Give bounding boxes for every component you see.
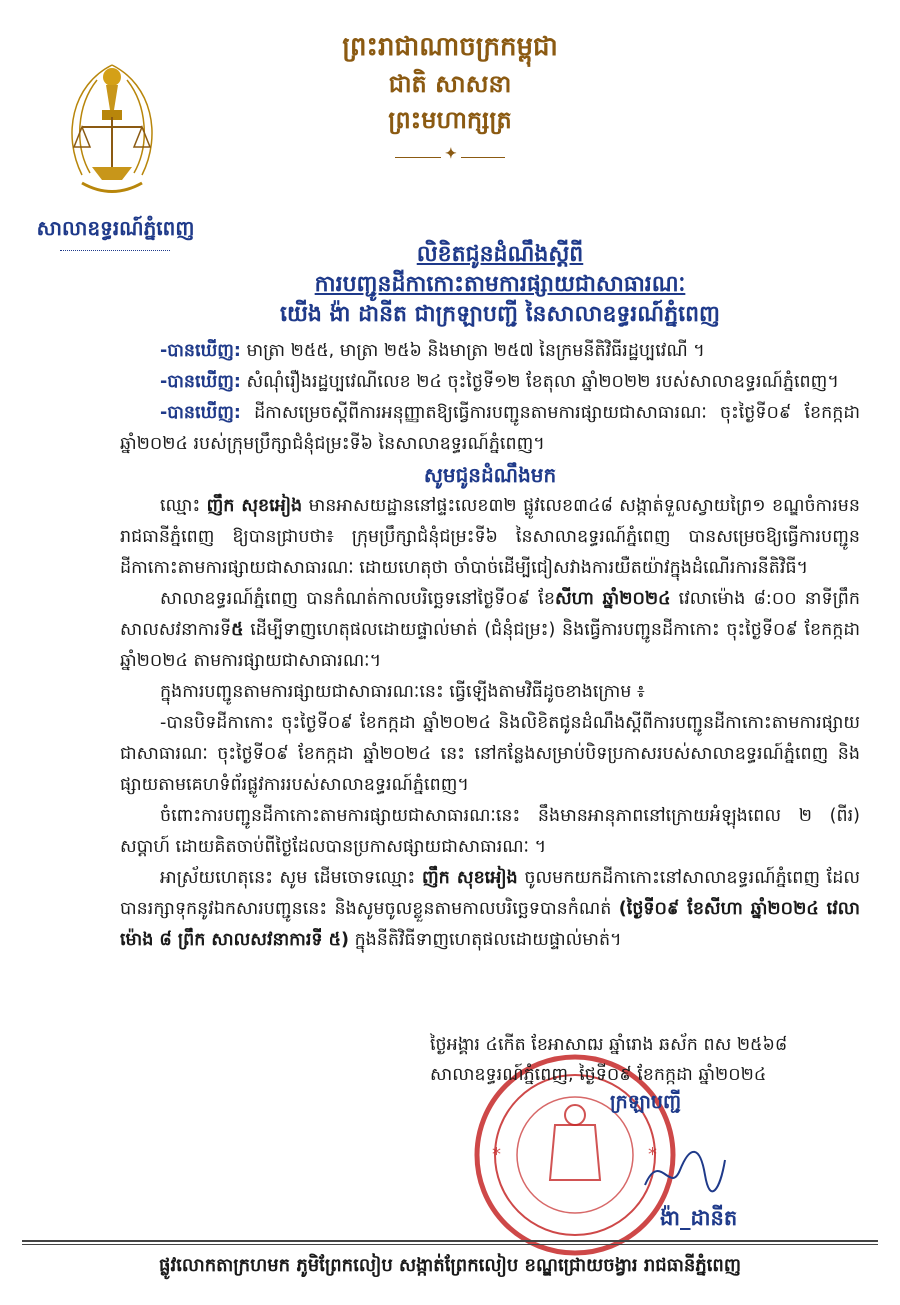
kingdom-line2: ជាតិ សាសនា ព្រះមហាក្សត្រ [388, 69, 512, 134]
notice-heading: សូមជូនដំណឹងមក [423, 463, 557, 487]
footer-address: ផ្លូវលោកតាក្រហមក ភូមិព្រែកលៀប សង្កាត់ព្រែកលៀប ខណ្ឌជ្រោយចង្វារ រាជធានីភ្នំពេញ [159, 1255, 741, 1276]
ornament-divider [395, 152, 505, 162]
lunar-date: ថ្ងៃអង្គារ ៤កើត ខែអាសាឍ ឆ្នាំរោង ឆស័ក ពស ២៥៦៨ [430, 1035, 788, 1055]
paragraph-6: អាស្រ័យហេតុនេះ សូម ដើមចោទឈ្មោះ ញឹក សុខអៀង ចូលមកយកដីកាកោះនៅសាលាឧទ្ធរណ៍ភ្នំពេញ ដែលបានរក្សាទុកនូវឯកសារបញ្ជូននេះ និងសូមចូលខ្លួនតាមកាលបរិច្ឆេទបានកំណត់ (ថ្ងៃទី០៩ ខែសីហា ឆ្នាំ២០២៤ វេលាម៉ោង ៨ ព្រឹក សាលសវនាការទី ៥) ក្នុងនីតិវិធីទាញហេតុផលដោយផ្ទាល់មាត់។ [120, 868, 860, 950]
svg-text:*: * [492, 1144, 501, 1165]
divider [60, 250, 170, 251]
kingdom-line1: ព្រះរាជាណាចក្រកម្ពុជា [342, 32, 558, 62]
svg-text:*: * [648, 1144, 657, 1165]
solar-date: សាលាឧទ្ធរណ៍ភ្នំពេញ, ថ្ងៃទី០៩ ខែកក្កដា ឆ្នាំ២០២៤ [430, 1065, 767, 1085]
paragraph-3: ក្នុងការបញ្ជូនតាមការផ្សាយជាសាធារណៈនេះ ធ្វើឡើងតាមវិធីដូចខាងក្រោម ៖ [160, 682, 645, 702]
footer-divider [22, 1244, 878, 1245]
paragraph-1: ឈ្មោះ ញឹក សុខអៀង មានអាសយដ្ឋាននៅផ្ទះលេខ៣២ ផ្លូវលេខ៣៤៨ សង្កាត់ទួលស្វាយព្រៃ១ ខណ្ឌចំការមន រាជធានីភ្នំពេញ ឱ្យបានជ្រាបថា៖ ក្រុមប្រឹក្សាជំនុំជម្រះទី៦ នៃសាលាឧទ្ធរណ៍ភ្នំពេញ បានសម្រេចឱ្យធ្វើការបញ្ជូនដីកាកោះតាមការផ្សាយជាសាធារណៈ ដោយហេតុថា ចាំបាច់ដើម្បីជៀសវាងការយឺតយ៉ាវក្នុងដំណើរការនីតិវិធី។ [120, 496, 860, 578]
document-subtitle: ការបញ្ជូនដីកាកោះតាមការផ្សាយជាសាធារណៈ [314, 272, 686, 297]
issuer-line: យើង ង៉ា ដានីត ជាក្រឡាបញ្ជី នៃសាលាឧទ្ធរណ៍ភ្នំពេញ [279, 302, 721, 327]
paragraph-4: -បានបិទដីកាកោះ ចុះថ្ងៃទី០៩ ខែកក្កដា ឆ្នាំ២០២៤ និងលិខិតជូនដំណឹងស្តីពីការបញ្ជូនដីកាកោះតាមការផ្សាយជាសាធារណៈ ចុះថ្ងៃទី០៩ ខែកក្កដា ឆ្នាំ២០២៤ នេះ នៅកន្លែងសម្រាប់បិទប្រកាសរបស់សាលាឧទ្ធរណ៍ភ្នំពេញ និងផ្សាយតាមគេហទំព័រផ្លូវការរបស់សាលាឧទ្ធរណ៍ភ្នំពេញ។ [120, 713, 860, 795]
document-title: លិខិតជូនដំណឹងស្តីពី [416, 242, 584, 267]
court-emblem-icon [52, 55, 172, 205]
kingdom-header [330, 28, 570, 162]
considerations [120, 336, 860, 956]
signer-name: ង៉ា_ដានីត [660, 1206, 738, 1230]
signature-icon [640, 1140, 730, 1200]
paragraph-2: សាលាឧទ្ធរណ៍ភ្នំពេញ បានកំណត់កាលបរិច្ឆេទនៅថ្ងៃទី០៩ ខែសីហា ឆ្នាំ២០២៤ វេលាម៉ោង ៨:០០ នាទីព្រឹក សាលសវនាការទី៥ ដើម្បីទាញហេតុផលដោយផ្ទាល់មាត់ (ជំនុំជម្រះ) និងធ្វើការបញ្ជូនដីកាកោះ ចុះថ្ងៃទី០៩ ខែកក្កដា ឆ្នាំ២០២៤ តាមការផ្សាយជាសាធារណៈ។ [120, 589, 860, 671]
consideration-item: -បានឃើញ: មាត្រា ២៥៥, មាត្រា ២៥៦ និងមាត្រា ២៥៧ នៃក្រមនីតិវិធីរដ្ឋប្បវេណី ។ [160, 341, 705, 361]
paragraph-5: ចំពោះការបញ្ជូនដីកាកោះតាមការផ្សាយជាសាធារណៈនេះ នឹងមានអានុភាពនៅក្រោយអំឡុងពេល ២ (ពីរ) សប្តាហ៍ ដោយគិតចាប់ពីថ្ងៃដែលបានប្រកាសផ្សាយជាសាធារណៈ ។ [120, 806, 860, 857]
footer-divider [22, 1240, 878, 1242]
consideration-item: -បានឃើញ: ដីកាសម្រេចស្តីពីការអនុញ្ញាតឱ្យធ្វើការបញ្ជូនតាមការផ្សាយជាសាធារណៈ ចុះថ្ងៃទី០៩ ខែកក្កដា ឆ្នាំ២០២៤ របស់ក្រុមប្រឹក្សាជំនុំជម្រះទី៦ នៃសាលាឧទ្ធរណ៍ភ្នំពេញ។ [120, 403, 860, 454]
signer-title: ក្រឡាបញ្ជី [610, 1091, 682, 1113]
court-name: សាលាឧទ្ធរណ៍ភ្នំពេញ [36, 216, 195, 240]
consideration-item: -បានឃើញ: សំណុំរឿងរដ្ឋប្បវេណីលេខ ២៤ ចុះថ្ងៃទី១២ ខែតុលា ឆ្នាំ២០២២ របស់សាលាឧទ្ធរណ៍ភ្នំពេញ។ [160, 372, 839, 392]
